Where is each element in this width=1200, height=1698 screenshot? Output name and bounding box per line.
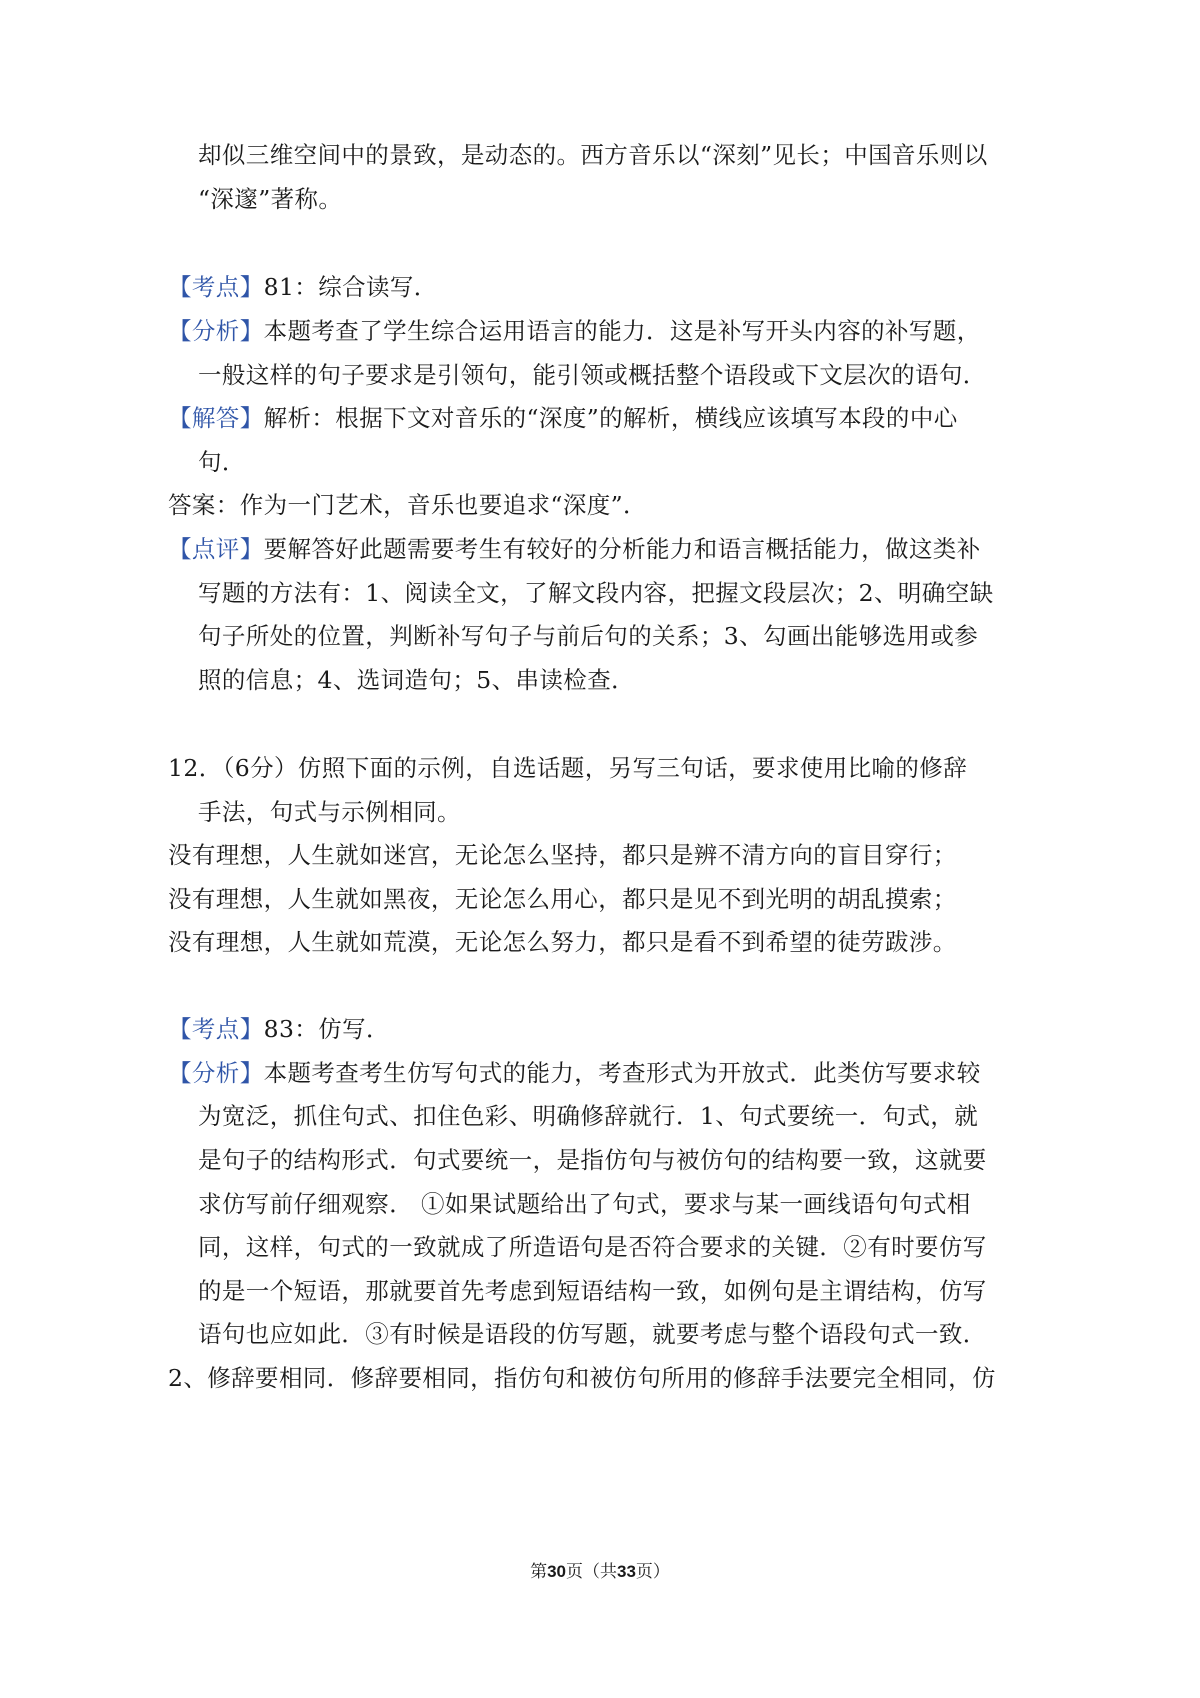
- q12-fenxi-line-4: 求仿写前仔细观察． ①如果试题给出了句式，要求与某一画线语句句式相: [198, 1190, 971, 1218]
- page-footer: [0, 1560, 1200, 1584]
- kaodian-text: 83：仿写．: [263, 1015, 390, 1043]
- fenxi-text: 本题考查了学生综合运用语言的能力．这是补写开头内容的补写题，: [263, 317, 981, 345]
- kaodian-tag: 【考点】: [168, 1015, 264, 1043]
- footer-page-number: 30: [547, 1562, 566, 1581]
- q11-kaodian: [168, 270, 438, 304]
- kaodian-tag: 【考点】: [168, 273, 264, 301]
- q12-fenxi-line-1: [168, 1056, 981, 1090]
- q12-fenxi-line-6: 的是一个短语，那就要首先考虑到短语结构一致，如例句是主谓结构，仿写: [198, 1277, 987, 1305]
- fenxi-text: 本题考查考生仿写句式的能力，考查形式为开放式．此类仿写要求较: [263, 1059, 981, 1087]
- q12-example-3: 没有理想，人生就如荒漠，无论怎么努力，都只是看不到希望的徒劳跋涉。: [168, 928, 957, 956]
- q11-dianping-line-4: 照的信息；4、选词造句；5、串读检查．: [198, 666, 636, 694]
- q11-dianping-line-2: 写题的方法有：1、阅读全文，了解文段内容，把握文段层次；2、明确空缺: [198, 579, 994, 607]
- q12-example-2: 没有理想，人生就如黑夜，无论怎么用心，都只是见不到光明的胡乱摸索；: [168, 885, 957, 913]
- dianping-text: 要解答好此题需要考生有较好的分析能力和语言概括能力，做这类补: [263, 535, 981, 563]
- q12-title-line-1: 12．（6分）仿照下面的示例，自选话题，另写三句话，要求使用比喻的修辞: [168, 754, 968, 782]
- q11-answer: 答案：作为一门艺术，音乐也要追求“深度”．: [168, 491, 647, 519]
- q12-title-line-2: 手法，句式与示例相同。: [198, 798, 461, 826]
- q12-kaodian: [168, 1012, 390, 1046]
- intro-line-2: “深邃”著称。: [198, 185, 343, 213]
- q11-dianping-line-1: [168, 532, 981, 566]
- dianping-tag: 【点评】: [168, 535, 264, 563]
- fenxi-tag: 【分析】: [168, 317, 264, 345]
- q12-fenxi-line-7: 语句也应如此．③有时候是语段的仿写题，就要考虑与整个语段句式一致．: [198, 1320, 987, 1348]
- q11-fenxi-line-2: 一般这样的句子要求是引领句，能引领或概括整个语段或下文层次的语句．: [198, 361, 987, 389]
- q12-last-line: 2、修辞要相同．修辞要相同，指仿句和被仿句所用的修辞手法要完全相同，仿: [168, 1364, 996, 1392]
- footer-prefix: 第: [530, 1562, 548, 1582]
- q11-jieda-line-2: 句．: [198, 448, 246, 476]
- footer-suffix: 页）: [635, 1562, 670, 1582]
- q12-fenxi-line-3: 是句子的结构形式．句式要统一，是指仿句与被仿句的结构要一致，这就要: [198, 1146, 987, 1174]
- kaodian-text: 81：综合读写．: [263, 273, 438, 301]
- footer-total-pages: 33: [617, 1562, 636, 1581]
- jieda-tag: 【解答】: [168, 404, 264, 432]
- q11-jieda-line-1: [168, 401, 958, 435]
- jieda-text: 解析：根据下文对音乐的“深度”的解析，横线应该填写本段的中心: [263, 404, 958, 432]
- q11-dianping-line-3: 句子所处的位置，判断补写句子与前后句的关系；3、勾画出能够选用或参: [198, 622, 979, 650]
- intro-line-1: 却似三维空间中的景致，是动态的。西方音乐以“深刻”见长；中国音乐则以: [198, 141, 988, 169]
- q12-example-1: 没有理想，人生就如迷宫，无论怎么坚持，都只是辨不清方向的盲目穿行；: [168, 841, 957, 869]
- q12-fenxi-line-5: 同，这样，句式的一致就成了所造语句是否符合要求的关键．②有时要仿写: [198, 1233, 987, 1261]
- q11-fenxi-line-1: [168, 314, 981, 348]
- q12-fenxi-line-2: 为宽泛，抓住句式、扣住色彩、明确修辞就行．1、句式要统一．句式，就: [198, 1102, 979, 1130]
- footer-middle: 页（共: [566, 1562, 617, 1582]
- fenxi-tag: 【分析】: [168, 1059, 264, 1087]
